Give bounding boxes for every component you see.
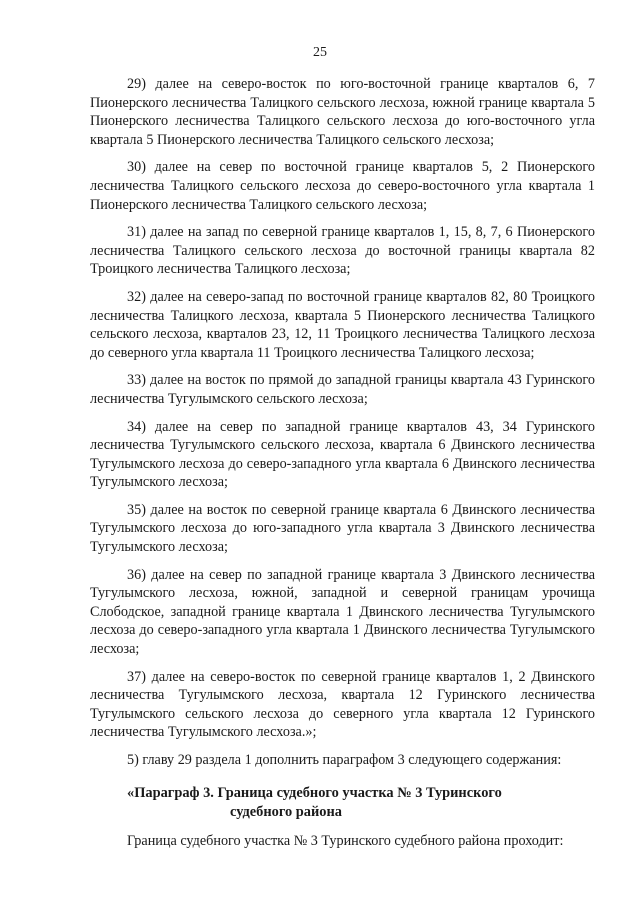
paragraph-37: 37) далее на северо-восток по северной границе кварталов 1, 2 Двинского лесничества Тугулымского лесхоза, квартала 12 Гуринского лесничества Тугулымского сельского лесхоза до северного угла квартала 12 Гуринского лесничества Тугулымского лесхоза.»; [90,668,595,741]
section-heading [90,784,595,822]
paragraph-amendment-5: 5) главу 29 раздела 1 дополнить параграфом 3 следующего содержания: [127,752,562,768]
document-body [90,75,595,859]
paragraph-32: 32) далее на северо-запад по восточной границе кварталов 82, 80 Троицкого лесничества Талицкого лесхоза, квартала 5 Пионерского лесничества Талицкого сельского лесхоза, кварталов 23, 12, 11 Троицкого лесничества Талицкого лесхоза до северного угла квартала 11 Троицкого лесничества Талицкого лесхоза; [90,288,595,361]
paragraph-29: 29) далее на северо-восток по юго-восточной границе кварталов 6, 7 Пионерского лесничества Талицкого сельского лесхоза, южной границе квартала 5 Пионерского лесничества Талицкого сельского лесхоза до юго-восточного угла квартала 5 Пионерского лесничества Талицкого сельского лесхоза; [90,76,595,148]
section-heading-line1: «Параграф 3. Граница судебного участка № 3 Туринского [127,784,502,801]
paragraph-35: 35) далее на восток по северной границе квартала 6 Двинского лесничества Тугулымского лесхоза до юго-западного угла квартала 3 Двинского лесничества Тугулымского лесхоза; [90,501,595,556]
paragraph-33: 33) далее на восток по прямой до западной границы квартала 43 Гуринского лесничества Тугулымского сельского лесхоза; [90,372,595,407]
page-number: 25 [313,45,327,60]
paragraph-30: 30) далее на север по восточной границе кварталов 5, 2 Пионерского лесничества Талицкого сельского лесхоза до северо-восточного угла квартала 1 Пионерского лесничества Талицкого сельского лесхоза; [90,159,595,213]
paragraph-36: 36) далее на север по западной границе квартала 3 Двинского лесничества Тугулымского лесхоза, южной, западной и северной границам урочища Слободское, западной границе квартала 1 Двинского лесничества Тугулымского лесхоза до северо-западного угла квартала 1 Двинского лесничества Тугулымского лесхоза; [90,566,595,658]
section-heading-line2: судебного района [230,803,342,820]
paragraph-31: 31) далее на запад по северной границе кварталов 1, 15, 8, 7, 6 Пионерского лесничества Талицкого сельского лесхоза до восточной границы квартала 82 Троицкого лесничества Талицкого лесхоза; [90,224,595,278]
paragraph-34: 34) далее на север по западной границе кварталов 43, 34 Гуринского лесничества Тугулымского сельского лесхоза, квартала 6 Двинского лесничества Тугулымского лесхоза до северо-западного угла квартала 6 Двинского лесничества Тугулымского лесхоза; [90,418,595,491]
final-paragraph: Граница судебного участка № 3 Туринского судебного района проходит: [127,832,564,849]
